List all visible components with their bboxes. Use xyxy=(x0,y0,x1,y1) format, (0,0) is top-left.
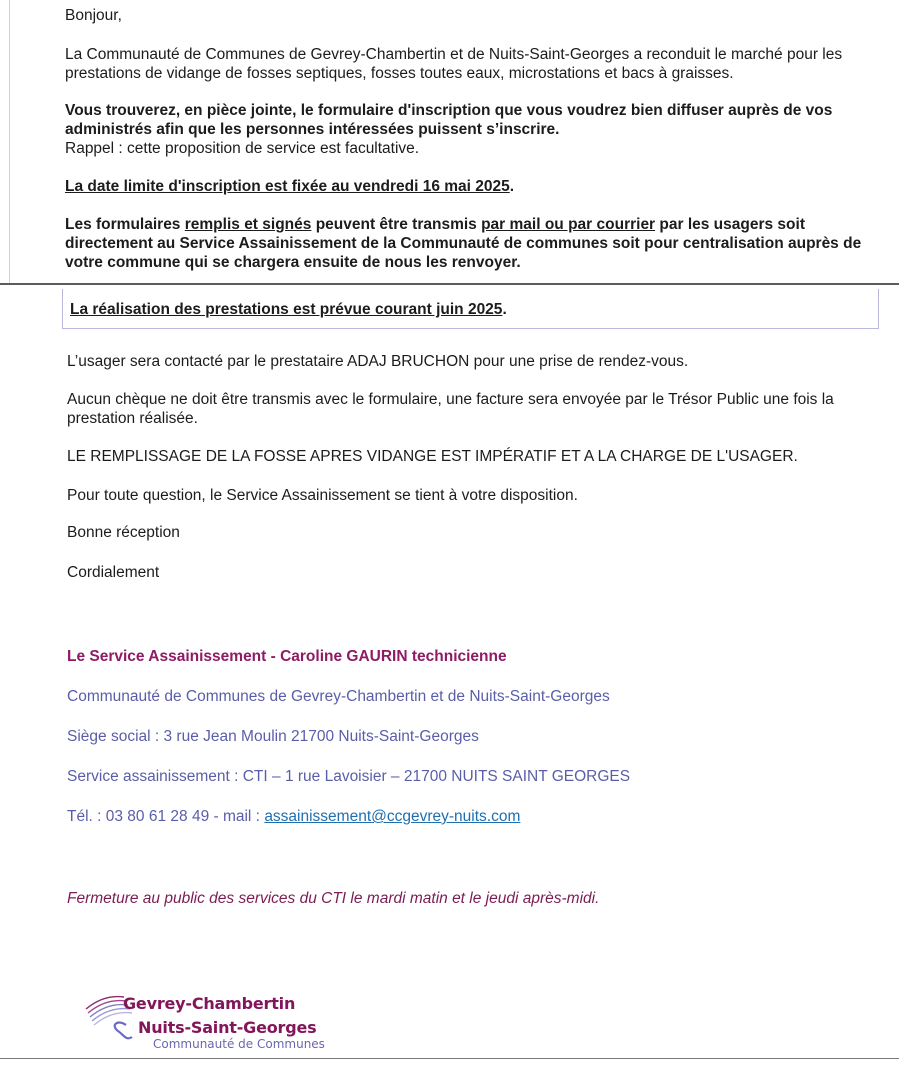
signature-contact xyxy=(67,807,520,826)
signature-phone: Tél. : 03 80 61 28 49 - mail : xyxy=(67,808,265,825)
forms-text-1: Les formulaires xyxy=(65,216,185,233)
logo-line-2: Nuits-Saint-Georges xyxy=(138,1018,317,1037)
forms-paragraph xyxy=(65,215,887,272)
bottom-rule xyxy=(0,1058,899,1059)
questions-text: Pour toute question, le Service Assainissement se tient à votre disposition. xyxy=(67,487,578,504)
forms-text-3: par les usagers soit directement au Service Assainissement de la Communauté de communes soit pour centralisation auprès de votre commune qui se chargera ensuite de nous les renvoyer. xyxy=(65,216,862,271)
attachment-paragraph: Vous trouverez, en pièce jointe, le formulaire d'inscription que vous voudrez bien diffuser auprès de vos administrés afin que les personnes intéressées puissent s’inscrire. xyxy=(65,102,833,138)
organization-logo xyxy=(80,985,370,1053)
greeting: Bonjour, xyxy=(65,7,122,24)
page-divider xyxy=(0,283,899,285)
schedule-text: La réalisation des prestations est prévue courant juin 2025. xyxy=(70,301,507,318)
logo-line-1: Gevrey-Chambertin xyxy=(123,994,296,1013)
signature-headquarters: Siège social : 3 rue Jean Moulin 21700 Nuits-Saint-Georges xyxy=(67,728,479,745)
scan-edge xyxy=(9,0,10,283)
signature-name: Le Service Assainissement - Caroline GAURIN technicienne xyxy=(67,648,507,665)
forms-text-2: peuvent être transmis xyxy=(311,216,482,233)
deadline-date: La date limite d'inscription est fixée au vendredi 16 mai 2025 xyxy=(65,178,510,195)
signature-organization: Communauté de Communes de Gevrey-Chambertin et de Nuits-Saint-Georges xyxy=(67,688,610,705)
signature-service-address: Service assainissement : CTI – 1 rue Lavoisier – 21700 NUITS SAINT GEORGES xyxy=(67,768,631,785)
intro-paragraph: La Communauté de Communes de Gevrey-Chambertin et de Nuits-Saint-Georges a reconduit le marché pour les prestations de vidange de fosses septiques, fosses toutes eaux, microstations et bacs à graisses. xyxy=(65,46,843,82)
email-link[interactable]: assainissement@ccgevrey-nuits.com xyxy=(264,808,521,825)
payment-note: Aucun chèque ne doit être transmis avec le formulaire, une facture sera envoyée par le Trésor Public une fois la prestation réalisée. xyxy=(67,391,834,427)
forms-signed-emphasis: remplis et signés xyxy=(184,216,312,233)
schedule-date: La réalisation des prestations est prévue courant juin 2025 xyxy=(70,301,503,318)
closing-hours-note: Fermeture au public des services du CTI le mardi matin et le jeudi après-midi. xyxy=(67,890,600,907)
contact-note: L’usager sera contacté par le prestataire ADAJ BRUCHON pour une prise de rendez-vous. xyxy=(67,353,689,370)
warning-text: LE REMPLISSAGE DE LA FOSSE APRES VIDANGE EST IMPÉRATIF ET A LA CHARGE DE L'USAGER. xyxy=(67,448,798,465)
reminder-text: Rappel : cette proposition de service est facultative. xyxy=(65,140,420,157)
bonne-reception: Bonne réception xyxy=(67,524,180,541)
deadline-text: La date limite d'inscription est fixée au vendredi 16 mai 2025. xyxy=(65,178,515,195)
forms-channel-emphasis: par mail ou par courrier xyxy=(481,216,656,233)
cordialement: Cordialement xyxy=(67,564,160,581)
logo-line-3: Communauté de Communes xyxy=(153,1037,325,1051)
